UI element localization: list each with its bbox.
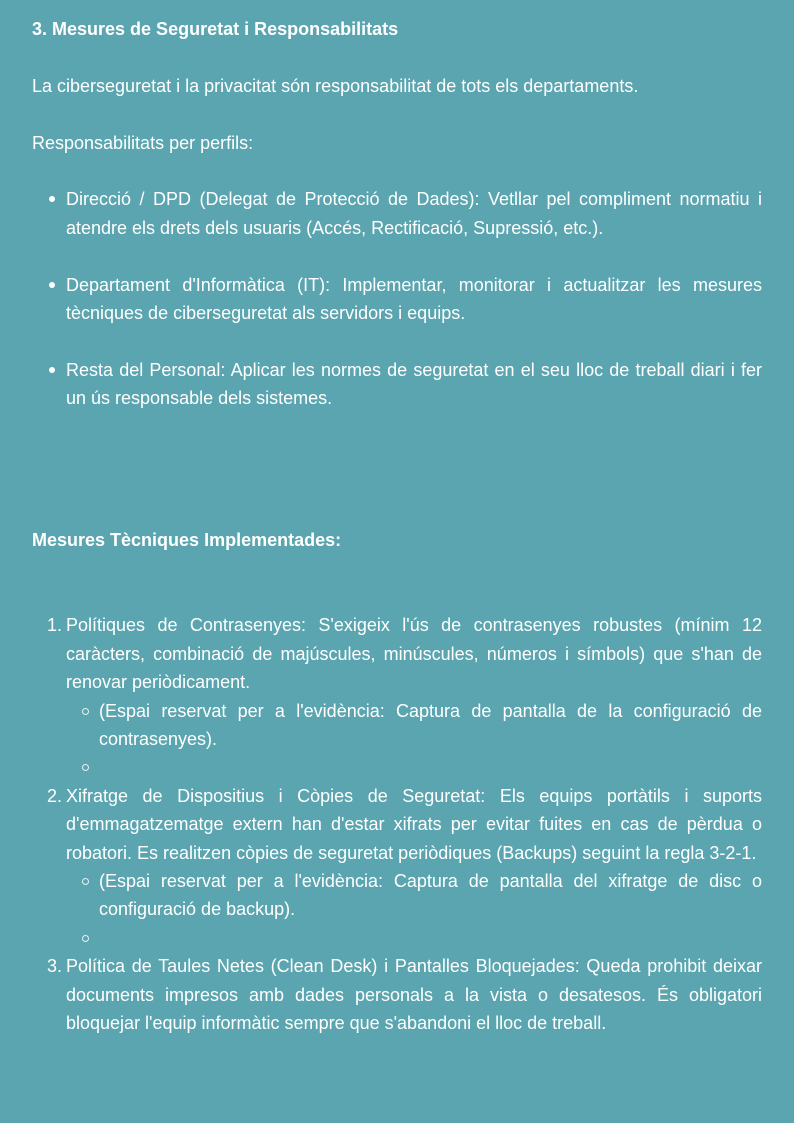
evidence-placeholder: (Espai reservat per a l'evidència: Captura de pantalla del xifratge de disc o configuració de backup). bbox=[99, 867, 762, 924]
measures-list bbox=[32, 611, 762, 1037]
profile-item: Resta del Personal: Aplicar les normes de seguretat en el seu lloc de treball diari i fer un ús responsable dels sistemes. bbox=[66, 356, 762, 413]
measure-text: Política de Taules Netes (Clean Desk) i Pantalles Bloquejades: Queda prohibit deixar documents impresos amb dades personals a la vista o desatesos. És obligatori bloquejar l'equip informàtic sempre que s'abandoni el lloc de treball. bbox=[66, 956, 762, 1034]
section-title: 3. Mesures de Seguretat i Responsabilitats bbox=[32, 19, 399, 39]
profiles-list bbox=[32, 185, 762, 412]
measure-text: Polítiques de Contrasenyes: S'exigeix l'ús de contrasenyes robustes (mínim 12 caràcters, combinació de majúscules, minúscules, números i símbols) que s'han de renovar periòdicament. bbox=[66, 615, 762, 693]
intro-paragraph: La ciberseguretat i la privacitat són responsabilitat de tots els departaments. bbox=[32, 75, 639, 96]
evidence-placeholder: (Espai reservat per a l'evidència: Captura de pantalla de la configuració de contrasenyes). bbox=[99, 697, 762, 754]
empty-sub-item bbox=[99, 753, 762, 781]
measure-number: 3. bbox=[47, 956, 63, 977]
measure-item bbox=[47, 611, 762, 781]
measures-title: Mesures Tècniques Implementades: bbox=[32, 530, 342, 551]
measure-number: 1. bbox=[47, 615, 63, 636]
profile-item: Departament d'Informàtica (IT): Implementar, monitorar i actualitzar les mesures tècniques de ciberseguretat als servidors i equips. bbox=[66, 271, 762, 328]
measure-text: Xifratge de Dispositius i Còpies de Seguretat: Els equips portàtils i suports d'emmagatzematge extern han d'estar xifrats per evitar fuites en cas de pèrdua o robatori. Es realitzen còpies de seguretat periòdiques (Backups) seguint la regla 3-2-1. bbox=[66, 785, 762, 863]
empty-sub-item bbox=[99, 924, 762, 952]
measure-number: 2. bbox=[47, 785, 63, 806]
measure-item bbox=[47, 952, 762, 1037]
profiles-label: Responsabilitats per perfils: bbox=[32, 132, 254, 153]
measure-item bbox=[47, 782, 762, 952]
profile-item: Direcció / DPD (Delegat de Protecció de Dades): Vetllar pel compliment normatiu i atendre els drets dels usuaris (Accés, Rectificació, Supressió, etc.). bbox=[66, 185, 762, 242]
